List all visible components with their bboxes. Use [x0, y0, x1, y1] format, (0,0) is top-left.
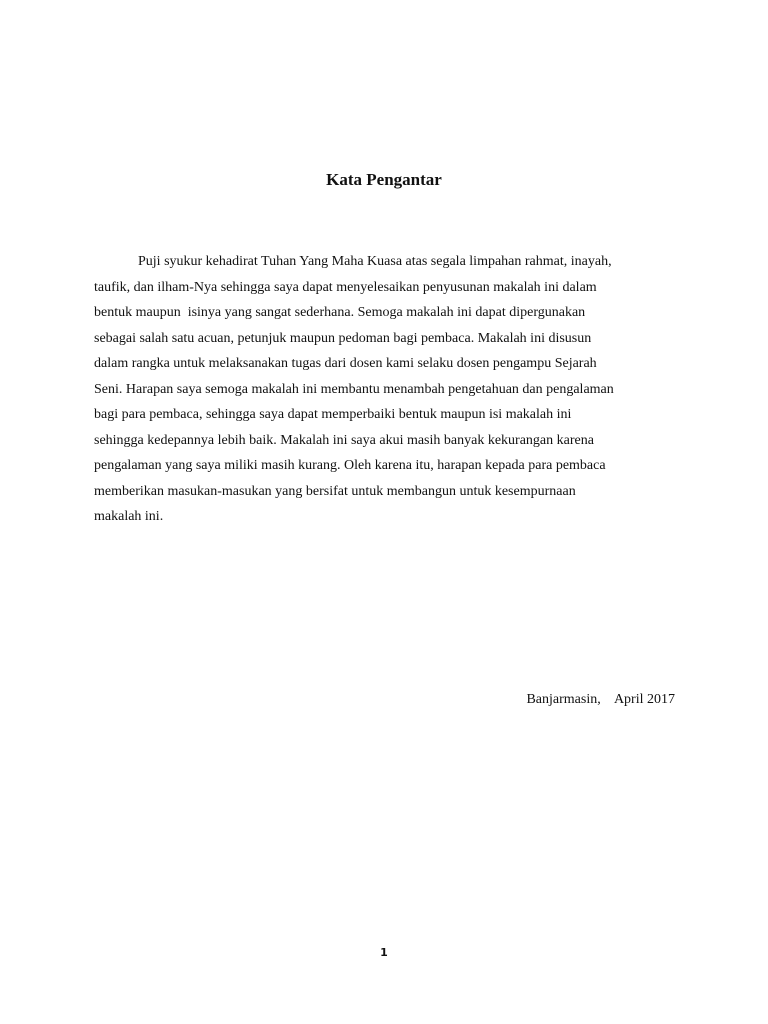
page-number: 1 — [380, 946, 388, 959]
paragraph-line: bagi para pembaca, sehingga saya dapat memperbaiki bentuk maupun isi makalah ini — [94, 407, 572, 422]
place-date-signature: Banjarmasin, April 2017 — [526, 692, 675, 707]
body-paragraph — [94, 249, 684, 530]
paragraph-line: bentuk maupun isinya yang sangat sederhana. Semoga makalah ini dapat dipergunakan — [94, 305, 586, 320]
paragraph-line: sehingga kedepannya lebih baik. Makalah ini saya akui masih banyak kekurangan karena — [94, 432, 594, 448]
paragraph-line: makalah ini. — [94, 509, 164, 524]
paragraph-line: Seni. Harapan saya semoga makalah ini membantu menambah pengetahuan dan pengalaman — [94, 381, 614, 397]
paragraph-line: taufik, dan ilham-Nya sehingga saya dapat menyelesaikan penyusunan makalah ini dalam — [94, 279, 597, 295]
paragraph-line: pengalaman yang saya miliki masih kurang. Oleh karena itu, harapan kepada para pembaca — [94, 458, 606, 473]
paragraph-line: memberikan masukan-masukan yang bersifat untuk membangun untuk kesempurnaan — [94, 483, 576, 499]
paragraph-line: sebagai salah satu acuan, petunjuk maupun pedoman bagi pembaca. Makalah ini disusun — [94, 330, 592, 346]
paragraph-line: Puji syukur kehadirat Tuhan Yang Maha Kuasa atas segala limpahan rahmat, inayah, — [138, 254, 612, 269]
page-title: Kata Pengantar — [326, 170, 442, 189]
paragraph-line: dalam rangka untuk melaksanakan tugas dari dosen kami selaku dosen pengampu Sejarah — [94, 356, 597, 371]
